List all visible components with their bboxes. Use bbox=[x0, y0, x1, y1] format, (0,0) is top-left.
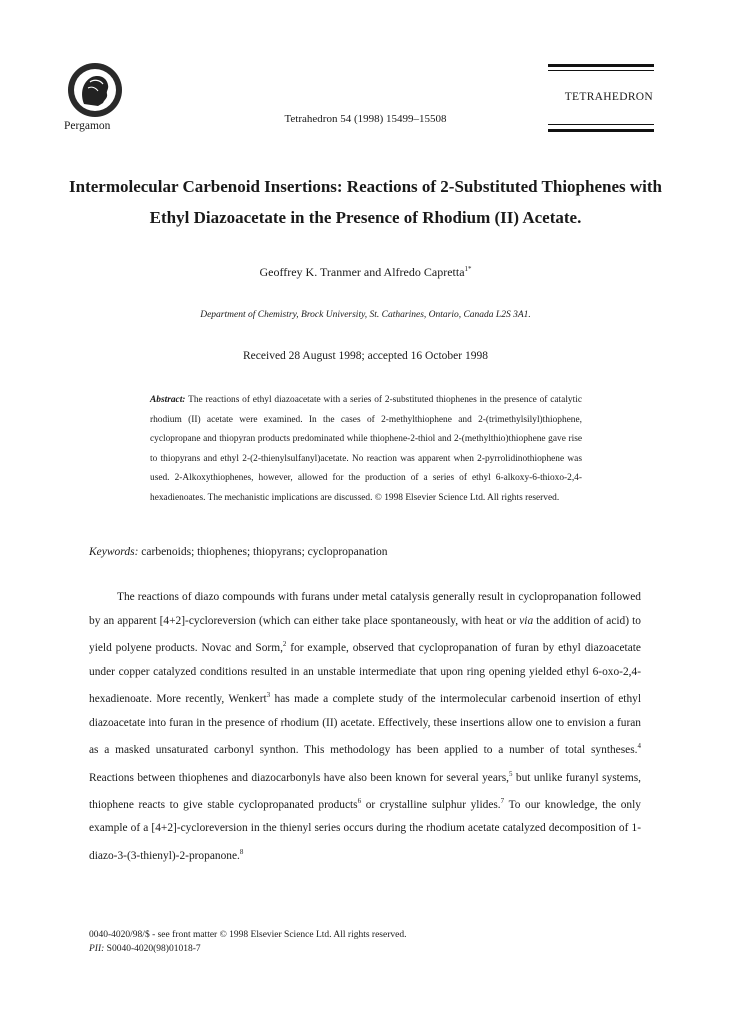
body-text-run: but unlike furanyl systems, thiophene reacts to give stable cyclopropanated products bbox=[89, 771, 641, 811]
citation-ref: 2 bbox=[282, 640, 287, 649]
body-text-run: The reactions of diazo compounds with furans under metal catalysis generally result in cyclopropanation followed by an apparent [4+2]-cycloreversion (which can either take place spontaneously, with heat or bbox=[89, 591, 641, 627]
received-dates: Received 28 August 1998; accepted 16 October 1998 bbox=[243, 350, 488, 362]
header-rule bbox=[548, 70, 654, 71]
pii-line bbox=[89, 942, 406, 956]
citation-ref: 4 bbox=[637, 742, 641, 751]
header-rule bbox=[548, 124, 654, 125]
paper-title: Intermolecular Carbenoid Insertions: Reactions of 2-Substituted Thiophenes with Ethyl Diazoacetate in the Presence of Rhodium (II) Acetate. bbox=[69, 177, 662, 227]
body-text-run: Reactions between thiophenes and diazocarbonyls have also been known for several years, bbox=[89, 771, 509, 784]
citation-ref: 8 bbox=[239, 847, 244, 856]
pergamon-logo bbox=[60, 60, 130, 120]
header-rule bbox=[548, 129, 654, 132]
abstract bbox=[150, 391, 582, 508]
body-text-italic: via bbox=[519, 614, 534, 627]
citation-ref: 5 bbox=[508, 769, 513, 778]
body-text-run: the addition of acid) to yield polyene products. Novac and Sorm, bbox=[89, 614, 641, 654]
author-names: Geoffrey K. Tranmer and Alfredo Capretta bbox=[259, 265, 465, 279]
abstract-label: Abstract: bbox=[150, 395, 186, 405]
abstract-text: The reactions of ethyl diazoacetate with a series of 2-substituted thiophenes in the presence of catalytic rhodium (II) acetate were examined. In the cases of 2-methylthiophene and 2-(trimethylsilyl)thiophene, cyclopropane and thiopyran products predominated while thiophene-2-thiol and 2-(methylthio)thiophene gave rise to thiopyrans and ethyl 2-(2-thienylsulfanyl)acetate. No reaction was apparent when 2-pyrrolidinothiophene was used. 2-Alkoxythiophenes, however, allowed for the production of a series of ethyl 6-alkoxy-6-thioxo-2,4-hexadienoates. The mechanistic implications are discussed. © 1998 Elsevier Science Ltd. All rights reserved. bbox=[150, 395, 582, 503]
body-paragraph bbox=[89, 586, 641, 868]
body-text-run: for example, observed that cyclopropanation of furan by ethyl diazoacetate under copper catalyzed conditions resulted in an unstable intermediate that upon ring opening yielded ethyl 6-oxo-2,4-hexadienoate. More recently, Wenkert bbox=[89, 641, 641, 705]
citation-ref: 6 bbox=[357, 796, 362, 805]
publisher-name: Pergamon bbox=[64, 120, 111, 132]
affiliation: Department of Chemistry, Brock University, St. Catharines, Ontario, Canada L2S 3A1. bbox=[200, 310, 531, 320]
citation-ref: 7 bbox=[500, 796, 505, 805]
journal-citation: Tetrahedron 54 (1998) 15499–15508 bbox=[284, 113, 447, 125]
author-footnote-mark: 1* bbox=[464, 265, 472, 273]
copyright-line: 0040-4020/98/$ - see front matter © 1998 Elsevier Science Ltd. All rights reserved. bbox=[89, 930, 407, 940]
pii-label: PII: bbox=[89, 944, 105, 954]
body-text-run: or crystalline sulphur ylides. bbox=[361, 798, 501, 811]
pii-value: S0040-4020(98)01018-7 bbox=[106, 944, 201, 954]
footer bbox=[89, 928, 406, 956]
keywords bbox=[89, 546, 388, 558]
keywords-label: Keywords: bbox=[89, 546, 139, 558]
body-text-run: To our knowledge, the only example of a [4+2]-cycloreversion in the thienyl series occurs during the rhodium acetate catalyzed decomposition of 1-diazo-3-(3-thienyl)-2-propanone. bbox=[89, 798, 641, 862]
citation-ref: 3 bbox=[266, 691, 271, 700]
header-rule bbox=[548, 64, 654, 67]
keywords-text: carbenoids; thiophenes; thiopyrans; cyclopropanation bbox=[141, 546, 388, 558]
authors bbox=[0, 265, 731, 280]
body-text-run: has made a complete study of the intermolecular carbenoid insertion of ethyl diazoacetate into furan in the presence of rhodium (II) acetate. Effectively, these insertions allow one to envision a furan as a masked unsaturated carbonyl synthon. This methodology has been applied to a number of total syntheses. bbox=[89, 692, 642, 756]
journal-name: TETRAHEDRON bbox=[564, 91, 653, 103]
